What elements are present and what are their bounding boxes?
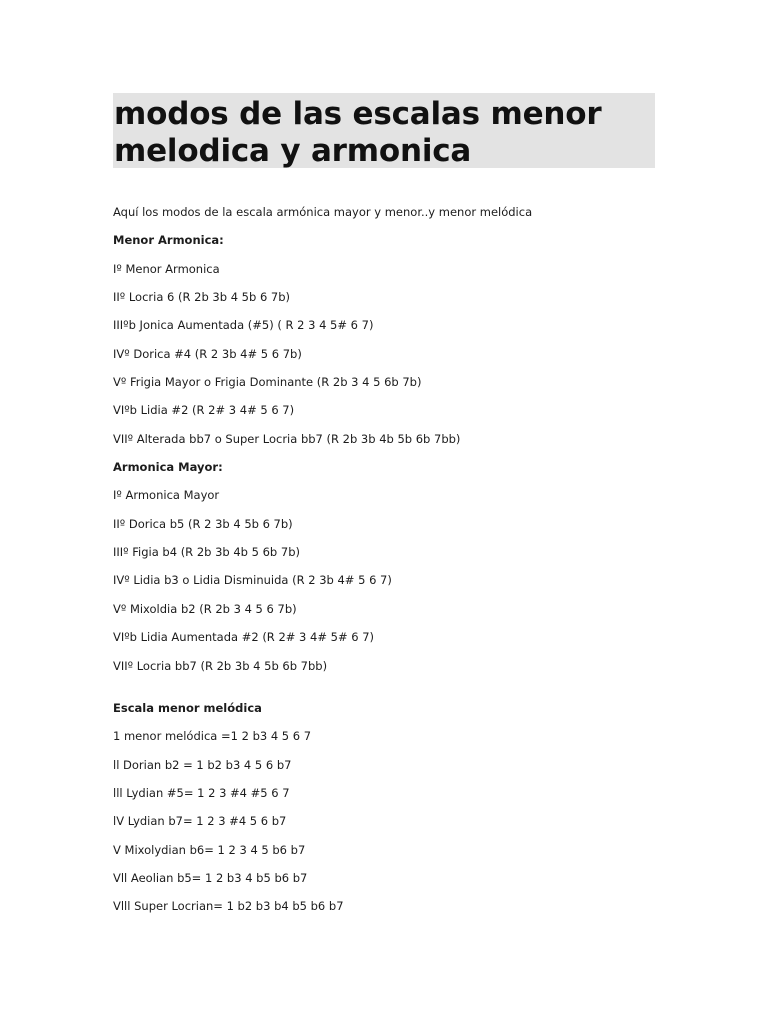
mode-line: ll Dorian b2 = 1 b2 b3 4 5 6 b7: [113, 757, 292, 772]
section-heading-menor-armonica: Menor Armonica:: [113, 233, 224, 248]
mode-line: Vº Mixoldia b2 (R 2b 3 4 5 6 7b): [113, 601, 297, 616]
mode-line: Vll Aeolian b5= 1 2 b3 4 b5 b6 b7: [113, 870, 308, 885]
mode-line: lV Lydian b7= 1 2 3 #4 5 6 b7: [113, 814, 287, 829]
document-body: [113, 205, 655, 913]
mode-line: Vlll Super Locrian= 1 b2 b3 b4 b5 b6 b7: [113, 899, 344, 914]
mode-line: 1 menor melódica =1 2 b3 4 5 6 7: [113, 729, 312, 744]
mode-line: IIº Dorica b5 (R 2 3b 4 5b 6 7b): [113, 516, 293, 531]
mode-line: VIºb Lidia Aumentada #2 (R 2# 3 4# 5# 6 7): [113, 630, 375, 645]
section-heading-armonica-mayor: Armonica Mayor:: [113, 460, 223, 475]
mode-line: IIº Locria 6 (R 2b 3b 4 5b 6 7b): [113, 290, 291, 305]
intro-text: Aquí los modos de la escala armónica mayor y menor..y menor melódica: [113, 205, 533, 219]
mode-line: VIºb Lidia #2 (R 2# 3 4# 5 6 7): [113, 403, 295, 418]
page-title: modos de las escalas menor melodica y armonica: [114, 96, 602, 169]
section-spacer: [113, 687, 655, 701]
mode-line: lll Lydian #5= 1 2 3 #4 #5 6 7: [113, 785, 290, 800]
mode-line: VIIº Alterada bb7 o Super Locria bb7 (R 2b 3b 4b 5b 6b 7bb): [113, 431, 461, 446]
mode-line: IIIº Figia b4 (R 2b 3b 4b 5 6b 7b): [113, 545, 300, 560]
document-page: [113, 93, 655, 928]
mode-line: IVº Lidia b3 o Lidia Disminuida (R 2 3b 4# 5 6 7): [113, 573, 392, 588]
mode-line: IVº Dorica #4 (R 2 3b 4# 5 6 7b): [113, 346, 302, 361]
mode-line: IIIºb Jonica Aumentada (#5) ( R 2 3 4 5# 6 7): [113, 318, 374, 333]
title-banner: [113, 93, 655, 168]
mode-line: Iº Menor Armonica: [113, 261, 220, 276]
mode-line: VIIº Locria bb7 (R 2b 3b 4 5b 6b 7bb): [113, 658, 328, 673]
section-heading-menor-melodica: Escala menor melódica: [113, 700, 262, 715]
mode-line: Iº Armonica Mayor: [113, 488, 220, 503]
mode-line: V Mixolydian b6= 1 2 3 4 5 b6 b7: [113, 842, 306, 857]
mode-line: Vº Frigia Mayor o Frigia Dominante (R 2b 3 4 5 6b 7b): [113, 375, 422, 390]
